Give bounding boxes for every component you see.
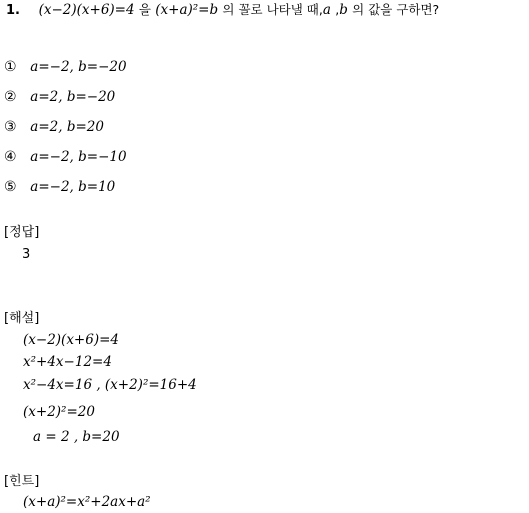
question-text-1: 을 xyxy=(138,2,151,17)
question-text-3: , xyxy=(335,2,340,17)
choice-1[interactable] xyxy=(4,58,127,76)
choice-5[interactable] xyxy=(4,178,115,196)
choice-expr: a=−2, b=−10 xyxy=(30,149,127,165)
explanation-step: (x+2)²=20 xyxy=(23,404,95,420)
explanation-step: (x−2)(x+6)=4 xyxy=(23,332,119,348)
explanation-label: [해설] xyxy=(4,311,40,326)
question-expr-mid: (x+a)²=b xyxy=(155,2,219,18)
choice-marker: ④ xyxy=(4,149,17,165)
choice-expr: a=−2, b=10 xyxy=(30,179,116,195)
answer-label: [정답] xyxy=(4,225,40,240)
explanation-step: x²+4x−12=4 xyxy=(23,354,112,370)
hint-expr: (x+a)²=x²+2ax+a² xyxy=(23,494,151,510)
question-var-b: b xyxy=(339,2,348,18)
choice-marker: ③ xyxy=(4,119,17,135)
choice-4[interactable] xyxy=(4,148,127,166)
question-text-2: 의 꼴로 나타낼 때, xyxy=(222,2,323,17)
question-number: 1. xyxy=(6,3,20,18)
question-text-4: 의 값을 구하면? xyxy=(352,2,440,17)
choice-marker: ⑤ xyxy=(4,179,17,195)
choice-marker: ① xyxy=(4,59,17,75)
hint-label: [힌트] xyxy=(4,474,40,489)
question-expr-left: (x−2)(x+6)=4 xyxy=(38,2,135,18)
choice-expr: a=2, b=20 xyxy=(30,119,104,135)
choice-2[interactable] xyxy=(4,88,115,106)
question-stem xyxy=(6,1,439,20)
question-var-a: a xyxy=(322,2,331,18)
choice-expr: a=−2, b=−20 xyxy=(30,59,127,75)
answer-value: 3 xyxy=(22,247,31,262)
choice-marker: ② xyxy=(4,89,17,105)
choice-expr: a=2, b=−20 xyxy=(30,89,116,105)
explanation-step: a = 2 , b=20 xyxy=(33,429,120,445)
choice-3[interactable] xyxy=(4,118,104,136)
explanation-step: x²−4x=16 , (x+2)²=16+4 xyxy=(23,377,197,393)
